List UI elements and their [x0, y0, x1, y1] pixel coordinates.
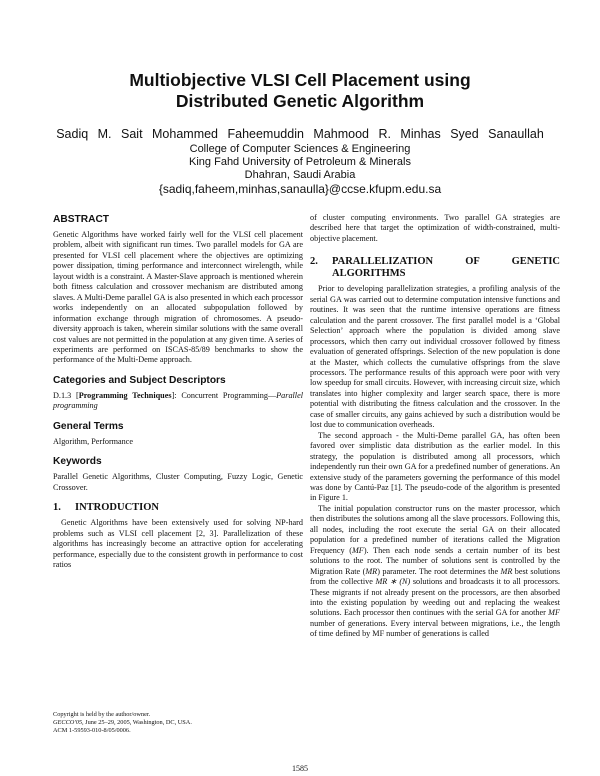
introduction-heading: 1. INTRODUCTION [53, 502, 160, 514]
categories-text: D.1.3 [Programming Techniques]: Concurrent Programming—Parallel programming [53, 390, 303, 411]
abstract-text: Genetic Algorithms have worked fairly well for the VLSI cell placement problem, albeit with significant run times. Two parallel models for GA are presented for VLSI cell placement where the objectives are optimizing power dissipation, timing performance and interconnect wirelength, while layout width is a constraint. A Master-Slave approach is mentioned wherein both fitness calculation and crossover mechanism are distributed among slaves. A Multi-Deme parallel GA is also presented in which each processor works independently on an allocated subpopulation followed by information exchange through migration of chromosomes. A pseudo-diversity approach is taken, wherein similar solutions with the same overall cost values are not permitted in the population at any given time. A series of experiments are performed on ISCAS-85/89 benchmarks to show the performance of the Multi-Deme approach. [53, 230, 303, 365]
section-2-heading: 2. PARALLELIZATION OF GENETIC ALGORITHMS [310, 256, 560, 280]
general-terms-text: Algorithm, Performance [53, 436, 134, 446]
page-number: 1585 [292, 764, 308, 773]
keywords-heading: Keywords [53, 456, 102, 468]
affiliation-university: King Fahd University of Petroleum & Minerals [189, 156, 411, 168]
general-terms-heading: General Terms [53, 420, 124, 432]
paper-title [40, 70, 560, 112]
author-emails: {sadiq,faheem,minhas,sanaulla}@ccse.kfupm.edu.sa [158, 182, 442, 196]
title-line-1: Multiobjective VLSI Cell Placement using [129, 70, 471, 90]
affiliation-location: Dhahran, Saudi Arabia [244, 169, 356, 181]
author-names: Sadiq M. Sait Mohammed Faheemuddin Mahmood R. Minhas Syed Sanaullah [56, 127, 544, 141]
copyright-notice: Copyright is held by the author/owner. GECCO'05, June 25–29, 2005, Washington, DC, USA. ACM 1-59593-010-8/05/0006. [53, 711, 192, 735]
introduction-text: Genetic Algorithms have been extensively used for solving NP-hard problems such as VLSI cell placement [2, 3]. Parallelization of these algorithms has increasingly become an attractive option for accelerating performance, especially due to the consistent growth in performance to cost ratios [53, 518, 303, 569]
categories-heading: Categories and Subject Descriptors [53, 374, 226, 386]
abstract-heading: ABSTRACT [53, 214, 110, 225]
right-column [310, 213, 560, 640]
affiliation-college: College of Computer Sciences & Engineering [189, 143, 411, 155]
section-2-para-1: Prior to developing parallelization strategies, a profiling analysis of the serial GA was carried out to determine computation intensive functions and routines. It was seen that the runtime intensive operations are fitness calculation and the parent crossover. The first parallel model is a ‘Global Selection’ approach where the population is divided among slave processors, which then carry out individual crossover followed by fitness evaluation of generated offsprings. Selection of the new population is done at the Master, which collects the cumulative offsprings from the slave processors. The performance results of this approach were poor with very low speedup for small circuits. However, with increasing circuit size, which translates into higher complexity and larger search space, there is more potential with distributing the fitness calculation and the crossover. In the case of smaller circuits, any gains achieved by such a distribution would be lost due to communication overheads. [310, 284, 560, 430]
left-column [53, 214, 303, 570]
section-2-para-2: The second approach - the Multi-Deme parallel GA, has often been favored over simplistic data distribution as the earlier model. In this strategy, the population is distributed among all processors, which independently run their own GA for a predefined number of generations. An extensive study of the parameters governing the performance of this model was done by Cantú-Paz [1]. The pseudo-code of the algorithm is presented in Figure 1. [310, 430, 560, 503]
introduction-continued: of cluster computing environments. Two parallel GA strategies are described here that target the optimization of width-constrained, multi-objective placement. [310, 213, 560, 243]
author-block [30, 128, 570, 196]
keywords-text: Parallel Genetic Algorithms, Cluster Computing, Fuzzy Logic, Genetic Crossover. [53, 472, 303, 492]
section-2-para-3: The initial population constructor runs on the master processor, which then distributes the solutions among all the slave processors. Following this, all nodes, including the root execute the serial GA on their allocated population for a predefined number of iterations called the Migration Frequency (MF). Then each node sends a certain number of its best solutions to the root. The number of solutions sent is controlled by the Migration Rate (MR) parameter. The root determines the MR best solutions from the collective MR ∗ (N) solutions and broadcasts it to all processors. These migrants if not already present on the processors, are then absorbed into the existing population by weeding out and replacing the weakest solutions. Each processor then continues with the serial GA for another MF number of generations. Every interval between migrations, i.e., the length of time defined by MF number of generations is called [310, 503, 561, 639]
title-line-2: Distributed Genetic Algorithm [175, 91, 425, 111]
